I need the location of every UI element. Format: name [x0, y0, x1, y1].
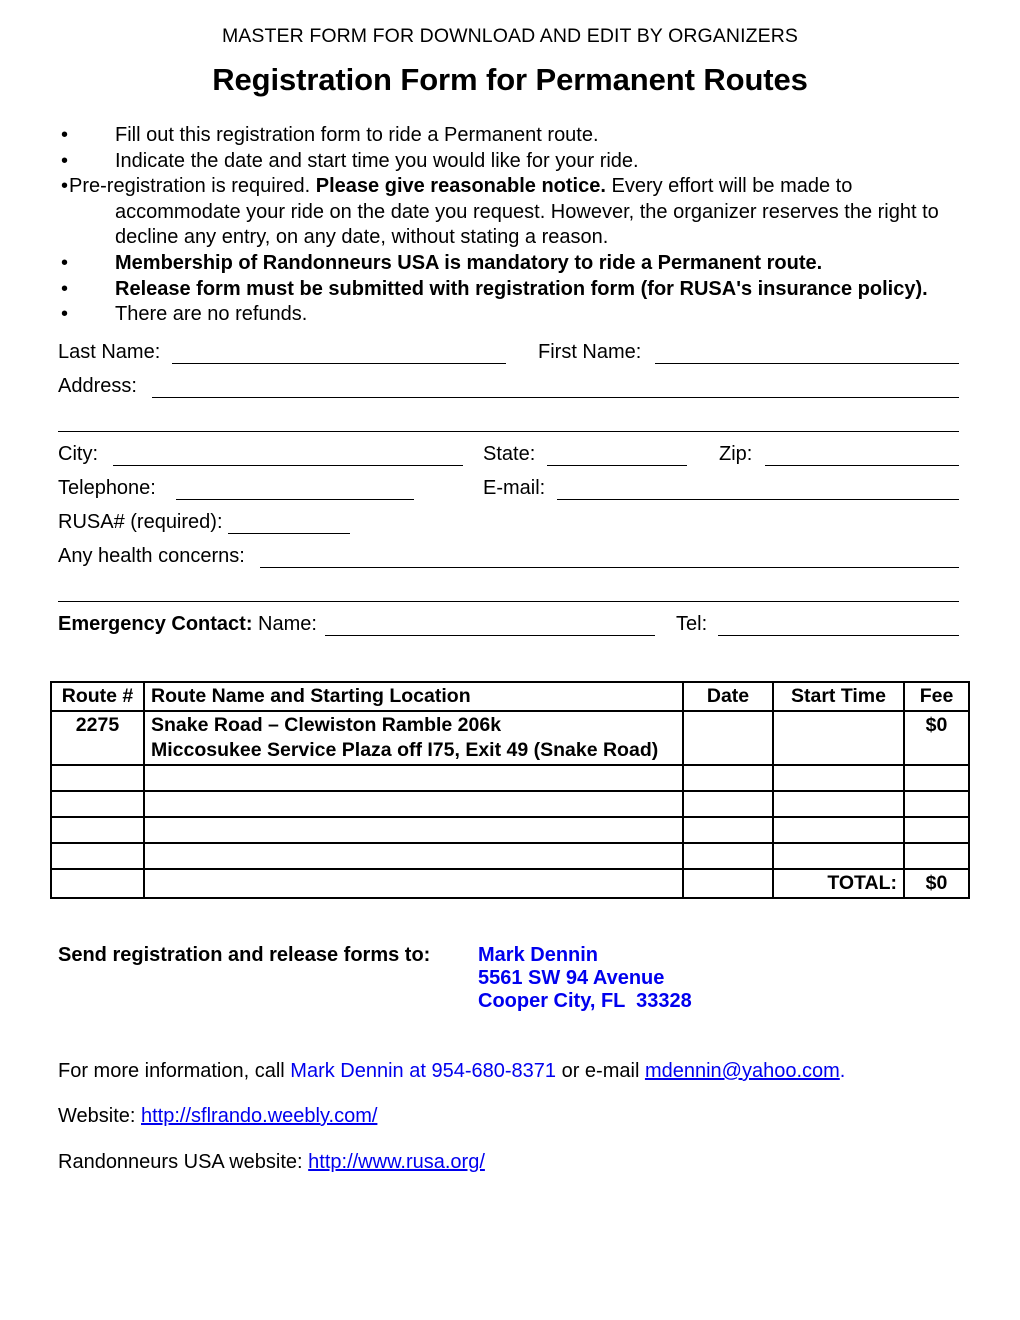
table-header-row: [51, 682, 969, 711]
cell-route-number[interactable]: [51, 843, 144, 869]
rusa-number-row: [58, 509, 958, 543]
address-input-line2[interactable]: [58, 431, 959, 432]
bullet-icon: •: [61, 251, 69, 274]
column-header-route-name: Route Name and Starting Location: [144, 682, 683, 711]
cell-date[interactable]: [683, 843, 773, 869]
list-item-text: Membership of Randonneurs USA is mandatory to ride a Permanent route.: [115, 251, 823, 274]
cell-fee[interactable]: [904, 817, 969, 843]
table-row[interactable]: [51, 817, 969, 843]
rusa-website-label: Randonneurs USA website:: [58, 1151, 309, 1173]
emergency-tel-input[interactable]: [718, 635, 959, 636]
table-row[interactable]: [51, 791, 969, 817]
organizer-city: Cooper City, FL 33328: [478, 990, 692, 1012]
list-item: [58, 174, 958, 251]
zip-label: Zip:: [719, 443, 753, 465]
state-input[interactable]: [547, 465, 687, 466]
cell-fee[interactable]: [904, 765, 969, 791]
total-spacer-route-number: [51, 869, 144, 898]
cell-start-time[interactable]: [773, 843, 904, 869]
address-row: [58, 373, 958, 407]
emergency-name-input[interactable]: [325, 635, 655, 636]
list-item-text: Release form must be submitted with registration form (for RUSA's insurance policy).: [115, 277, 928, 300]
cell-route-name: [144, 711, 683, 765]
cell-start-time[interactable]: [773, 817, 904, 843]
table-row[interactable]: [51, 711, 969, 765]
cell-date[interactable]: [683, 711, 773, 765]
cell-fee: $0: [904, 711, 969, 765]
send-forms-label: Send registration and release forms to:: [58, 944, 431, 966]
list-item: [58, 277, 958, 303]
page-title: Registration Form for Permanent Routes: [212, 62, 808, 97]
info-period: .: [839, 1060, 846, 1082]
list-item: [58, 149, 958, 175]
telephone-input[interactable]: [176, 499, 414, 500]
city-state-zip-row: [58, 441, 958, 475]
list-item-text: Indicate the date and start time you would like for your ride.: [115, 149, 639, 172]
state-label: State:: [483, 443, 536, 465]
first-name-label: First Name:: [538, 341, 642, 363]
email-label: E-mail:: [483, 477, 546, 499]
cell-fee[interactable]: [904, 843, 969, 869]
list-item: [58, 123, 958, 149]
route-name-line1: Snake Road – Clewiston Ramble 206k: [151, 714, 502, 736]
list-item-text: There are no refunds.: [115, 303, 308, 326]
telephone-email-row: [58, 475, 958, 509]
rusa-website-line: [58, 1149, 485, 1175]
total-label: TOTAL:: [773, 869, 904, 898]
cell-route-name[interactable]: [144, 791, 683, 817]
telephone-label: Telephone:: [58, 477, 156, 499]
cell-route-number[interactable]: [51, 817, 144, 843]
rusa-number-label: RUSA# (required):: [58, 511, 223, 533]
cell-date[interactable]: [683, 765, 773, 791]
health-concerns-input-line2[interactable]: [58, 601, 959, 602]
cell-route-name[interactable]: [144, 817, 683, 843]
cell-date[interactable]: [683, 791, 773, 817]
list-item-text: [69, 175, 939, 248]
cell-start-time[interactable]: [773, 791, 904, 817]
city-label: City:: [58, 443, 98, 465]
address-label: Address:: [58, 375, 137, 397]
rusa-website-link[interactable]: http://www.rusa.org/: [308, 1151, 485, 1173]
bullet-icon: •: [61, 149, 69, 172]
city-input[interactable]: [113, 465, 463, 466]
list-item: [58, 251, 958, 277]
bullet-icon: •: [61, 303, 69, 326]
address-row-2: [58, 407, 958, 441]
column-header-route-number: Route #: [51, 682, 144, 711]
prereg-lead: Pre-registration is required.: [69, 175, 316, 198]
organizer-email-link[interactable]: mdennin@yahoo.com: [644, 1060, 840, 1082]
health-concerns-row-2: [58, 577, 958, 611]
cell-route-number: 2275: [51, 711, 144, 765]
cell-route-number[interactable]: [51, 765, 144, 791]
table-row[interactable]: [51, 843, 969, 869]
organizer-street: 5561 SW 94 Avenue: [478, 967, 665, 989]
info-prefix: For more information, call: [58, 1060, 291, 1082]
route-name-line2: Miccosukee Service Plaza off I75, Exit 49 (Snake Road): [151, 739, 659, 761]
prereg-tail: Every effort will be made to accommodate your ride on the date you request. However, the organizer reserves the right to decline any entry, on any date, without stating a reason.: [115, 175, 939, 249]
cell-date[interactable]: [683, 817, 773, 843]
website-label: Website:: [58, 1105, 141, 1127]
zip-input[interactable]: [765, 465, 959, 466]
bullet-icon: •: [61, 277, 69, 300]
list-item-text: Fill out this registration form to ride a Permanent route.: [115, 124, 599, 146]
applicant-fields: [58, 339, 958, 645]
column-header-fee: Fee: [904, 682, 969, 711]
organizer-name: Mark Dennin: [478, 944, 599, 966]
column-header-date: Date: [683, 682, 773, 711]
health-concerns-label: Any health concerns:: [58, 545, 245, 567]
list-item: [58, 302, 958, 328]
total-spacer-route-name: [144, 869, 683, 898]
bullet-icon: •: [61, 124, 69, 146]
cell-route-name[interactable]: [144, 843, 683, 869]
emergency-name-label: Name:: [258, 613, 317, 635]
organizer-phone-link[interactable]: Mark Dennin at 954-680-8371: [290, 1060, 557, 1082]
total-value: $0: [904, 869, 969, 898]
last-name-label: Last Name:: [58, 341, 161, 363]
route-selection-table: [50, 681, 970, 899]
cell-start-time[interactable]: [773, 765, 904, 791]
emergency-contact-row: [58, 611, 958, 645]
cell-route-name[interactable]: [144, 765, 683, 791]
health-concerns-input[interactable]: [260, 567, 959, 568]
cell-route-number[interactable]: [51, 791, 144, 817]
more-information-line: [58, 1058, 845, 1084]
website-link[interactable]: http://sflrando.weebly.com/: [141, 1105, 378, 1127]
column-header-start-time: Start Time: [773, 682, 904, 711]
bullet-icon: •: [61, 175, 69, 198]
total-spacer-date: [683, 869, 773, 898]
name-row: [58, 339, 958, 373]
address-input[interactable]: [152, 397, 959, 398]
master-form-label: MASTER FORM FOR DOWNLOAD AND EDIT BY ORGANIZERS: [221, 25, 799, 47]
organizer-address-block: [478, 944, 692, 1013]
instructions-list: [58, 123, 958, 328]
emergency-contact-label: Emergency Contact:: [58, 613, 253, 635]
rusa-number-input[interactable]: [228, 533, 350, 534]
last-name-input[interactable]: [172, 363, 506, 364]
info-middle: or e-mail: [556, 1060, 645, 1082]
table-total-row: [51, 869, 969, 898]
emergency-tel-label: Tel:: [676, 613, 708, 635]
table-row[interactable]: [51, 765, 969, 791]
prereg-emphasis: Please give reasonable notice.: [315, 175, 606, 198]
health-concerns-row: [58, 543, 958, 577]
cell-start-time[interactable]: [773, 711, 904, 765]
website-line: [58, 1103, 377, 1129]
first-name-input[interactable]: [655, 363, 959, 364]
cell-fee[interactable]: [904, 791, 969, 817]
email-input[interactable]: [557, 499, 959, 500]
